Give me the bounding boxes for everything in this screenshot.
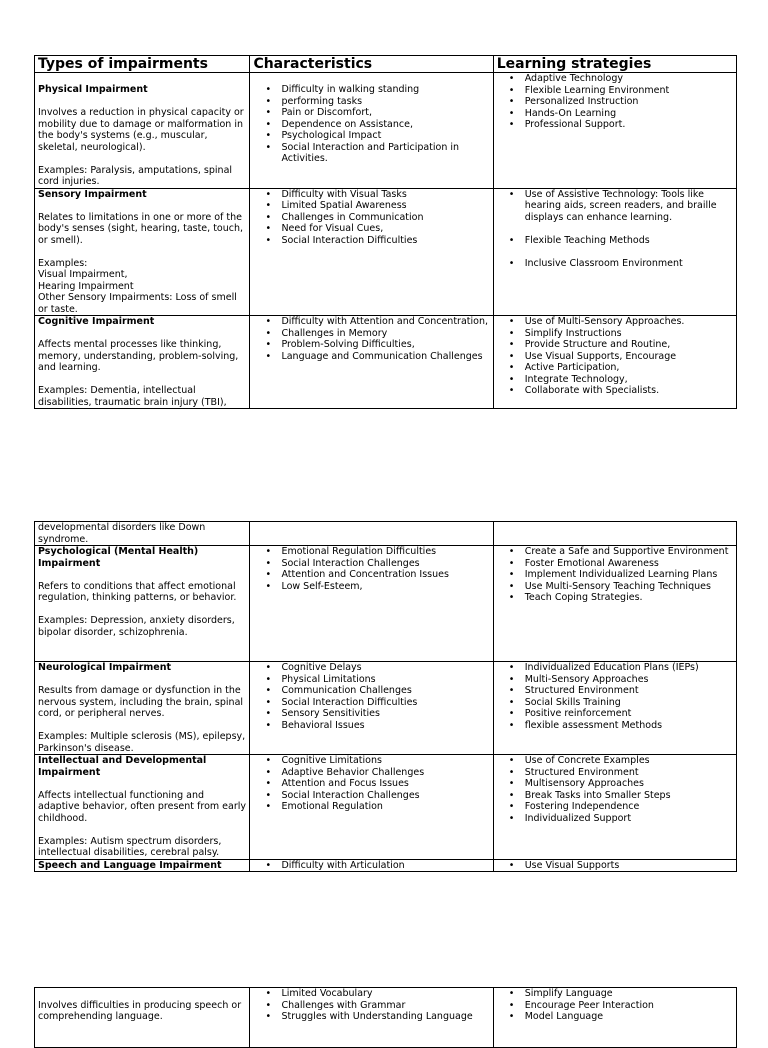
cell-characteristics <box>250 662 493 755</box>
list-item: • Use of Multi-Sensory Approaches. <box>525 316 733 328</box>
list-item: • Psychological Impact <box>281 130 489 142</box>
list-item: • flexible assessment Methods <box>525 720 733 732</box>
list-item: • Struggles with Understanding Language <box>281 1011 489 1023</box>
type-examples: Hearing Impairment <box>38 280 134 292</box>
cell-type <box>35 188 250 316</box>
cell-type <box>35 662 250 755</box>
list-item: • Social Interaction Difficulties <box>281 697 489 709</box>
type-examples: Examples: Autism spectrum disorders, intellectual disabilities, cerebral palsy. <box>38 835 222 858</box>
list-item: • Need for Visual Cues, <box>281 223 489 235</box>
cell-characteristics <box>250 73 493 189</box>
cell-strategies <box>493 188 736 316</box>
list-item: • Implement Individualized Learning Plans <box>525 569 733 581</box>
list-item: • Social Interaction Challenges <box>281 790 489 802</box>
type-examples: Visual Impairment, <box>38 269 128 280</box>
impairments-table-part-3 <box>34 987 737 1048</box>
type-description: Involves a reduction in physical capacity or mobility due to damage or malformation in the body's systems (e.g., muscular, skeletal, neurological). <box>38 107 244 153</box>
type-examples: Examples: <box>38 257 88 269</box>
list-item: • Social Interaction and Participation in Activities. <box>281 142 489 165</box>
cell-strategies <box>493 662 736 755</box>
row-sensory <box>35 188 737 316</box>
list-item: • Limited Vocabulary <box>281 988 489 1000</box>
list-item: • Physical Limitations <box>281 674 489 686</box>
list-item: • Social Interaction Difficulties <box>281 235 489 247</box>
list-item: • Emotional Regulation Difficulties <box>281 546 489 558</box>
row-psychological <box>35 546 737 662</box>
list-item: • Attention and Focus Issues <box>281 778 489 790</box>
type-title: Physical Impairment <box>38 84 148 95</box>
header-strategies: Learning strategies <box>493 56 736 73</box>
list-item: • Foster Emotional Awareness <box>525 558 733 570</box>
list-item: • Limited Spatial Awareness <box>281 200 489 212</box>
list-item: • Difficulty with Attention and Concentration, <box>281 316 489 328</box>
cell-strategies <box>493 73 736 189</box>
list-item: • Positive reinforcement <box>525 708 733 720</box>
type-examples: Examples: Dementia, intellectual disabilities, traumatic brain injury (TBI), <box>38 385 227 408</box>
list-item: • Professional Support. <box>525 119 733 131</box>
type-examples: Examples: Multiple sclerosis (MS), epilepsy, Parkinson's disease. <box>38 731 246 754</box>
row-physical <box>35 73 737 189</box>
list-item: • Integrate Technology, <box>525 374 733 386</box>
type-description: Affects mental processes like thinking, memory, understanding, problem-solving, and learning. <box>38 339 239 373</box>
list-item: • Structured Environment <box>525 767 733 779</box>
row-intellectual <box>35 755 737 860</box>
list-item: • Difficulty in walking standing <box>281 84 489 96</box>
list-item: • Difficulty with Articulation <box>281 860 489 872</box>
list-item: • Model Language <box>525 1011 733 1023</box>
type-title: Intellectual and Developmental Impairment <box>38 755 207 778</box>
row-cognitive <box>35 316 737 409</box>
type-description: Involves difficulties in producing speech or comprehending language. <box>38 999 242 1022</box>
cell-characteristics <box>250 755 493 860</box>
list-item: • Use Visual Supports <box>525 860 733 872</box>
list-item: • Cognitive Limitations <box>281 755 489 767</box>
cell-characteristics <box>250 988 493 1048</box>
cell-strategies <box>493 988 736 1048</box>
list-item: • Active Participation, <box>525 362 733 374</box>
list-item: • Social Interaction Challenges <box>281 558 489 570</box>
cell-strategies <box>493 546 736 662</box>
cell-characteristics <box>250 316 493 409</box>
list-item: • Emotional Regulation <box>281 801 489 813</box>
cell-characteristics <box>250 859 493 872</box>
type-title: Speech and Language Impairment <box>38 859 222 871</box>
cell-type <box>35 73 250 189</box>
list-item: • Teach Coping Strategies. <box>525 592 733 604</box>
cell-strategies <box>493 755 736 860</box>
list-item: • Language and Communication Challenges <box>281 351 489 363</box>
list-item: • Challenges with Grammar <box>281 1000 489 1012</box>
list-item: • Provide Structure and Routine, <box>525 339 733 351</box>
cell-type: developmental disorders like Down syndrome. <box>35 522 250 546</box>
list-item: • Communication Challenges <box>281 685 489 697</box>
list-item: • Social Skills Training <box>525 697 733 709</box>
row-speech-continued <box>35 988 737 1048</box>
list-item: • Multisensory Approaches <box>525 778 733 790</box>
impairments-table-part-2 <box>34 521 737 872</box>
list-item: • Collaborate with Specialists. <box>525 385 733 397</box>
list-item: • Use Visual Supports, Encourage <box>525 351 733 363</box>
row-continuation <box>35 522 737 546</box>
list-item: • Sensory Sensitivities <box>281 708 489 720</box>
list-item: • Personalized Instruction <box>525 96 733 108</box>
type-description: Refers to conditions that affect emotional regulation, thinking patterns, or behavior. <box>38 580 237 603</box>
cell-type <box>35 755 250 860</box>
list-item: • Pain or Discomfort, <box>281 107 489 119</box>
type-title: Neurological Impairment <box>38 662 172 673</box>
header-characteristics: Characteristics <box>250 56 493 73</box>
list-item: • Use of Assistive Technology: Tools like hearing aids, screen readers, and braille displays can enhance learning. <box>525 189 733 224</box>
list-item: • Encourage Peer Interaction <box>525 1000 733 1012</box>
list-item: • performing tasks <box>281 96 489 108</box>
list-item: • Flexible Teaching Methods <box>525 235 733 247</box>
type-description: Results from damage or dysfunction in the nervous system, including the brain, spinal cord, or peripheral nerves. <box>38 685 244 719</box>
row-speech <box>35 859 737 872</box>
type-description: Affects intellectual functioning and adaptive behavior, often present from early childhood. <box>38 789 246 824</box>
type-title: Sensory Impairment <box>38 188 147 200</box>
impairments-table-part-1 <box>34 55 737 409</box>
row-neurological <box>35 662 737 755</box>
list-item: • Challenges in Memory <box>281 328 489 340</box>
type-title: Psychological (Mental Health) Impairment <box>38 546 199 569</box>
list-item: • Create a Safe and Supportive Environment <box>525 546 733 558</box>
type-examples: Examples: Depression, anxiety disorders, bipolar disorder, schizophrenia. <box>38 615 235 638</box>
cell-strategies <box>493 316 736 409</box>
cell-type <box>35 316 250 409</box>
list-item: • Difficulty with Visual Tasks <box>281 189 489 201</box>
list-item: • Simplify Language <box>525 988 733 1000</box>
list-item: • Cognitive Delays <box>281 662 489 674</box>
list-item: • Inclusive Classroom Environment <box>525 258 733 270</box>
type-title: Cognitive Impairment <box>38 316 155 327</box>
list-item: • Dependence on Assistance, <box>281 119 489 131</box>
list-item: • Low Self-Esteem, <box>281 581 489 593</box>
type-examples: Examples: Paralysis, amputations, spinal cord injuries. <box>38 164 233 187</box>
list-item: • Use Multi-Sensory Teaching Techniques <box>525 581 733 593</box>
header-types: Types of impairments <box>35 56 250 73</box>
cell-type <box>35 859 250 872</box>
list-item: • Structured Environment <box>525 685 733 697</box>
list-item: • Individualized Education Plans (IEPs) <box>525 662 733 674</box>
list-item: • Multi-Sensory Approaches <box>525 674 733 686</box>
list-item: • Adaptive Behavior Challenges <box>281 767 489 779</box>
type-examples: Other Sensory Impairments: Loss of smell or taste. <box>38 292 237 315</box>
cell-characteristics <box>250 522 493 546</box>
list-item: • Flexible Learning Environment <box>525 85 733 97</box>
list-item: • Problem-Solving Difficulties, <box>281 339 489 351</box>
cell-characteristics <box>250 546 493 662</box>
list-item: • Simplify Instructions <box>525 328 733 340</box>
list-item: • Challenges in Communication <box>281 212 489 224</box>
list-item: • Behavioral Issues <box>281 720 489 732</box>
header-row <box>35 56 737 73</box>
cell-type <box>35 546 250 662</box>
list-item: • Hands-On Learning <box>525 108 733 120</box>
list-item: • Individualized Support <box>525 813 733 825</box>
list-item: • Fostering Independence <box>525 801 733 813</box>
list-item: • Break Tasks into Smaller Steps <box>525 790 733 802</box>
cell-type <box>35 988 250 1048</box>
type-description: Relates to limitations in one or more of the body's senses (sight, hearing, taste, touch, or smell). <box>38 211 244 246</box>
cell-strategies <box>493 859 736 872</box>
cell-strategies <box>493 522 736 546</box>
list-item: • Attention and Concentration Issues <box>281 569 489 581</box>
list-item: • Use of Concrete Examples <box>525 755 733 767</box>
list-item: • Adaptive Technology <box>525 73 733 85</box>
cell-characteristics <box>250 188 493 316</box>
